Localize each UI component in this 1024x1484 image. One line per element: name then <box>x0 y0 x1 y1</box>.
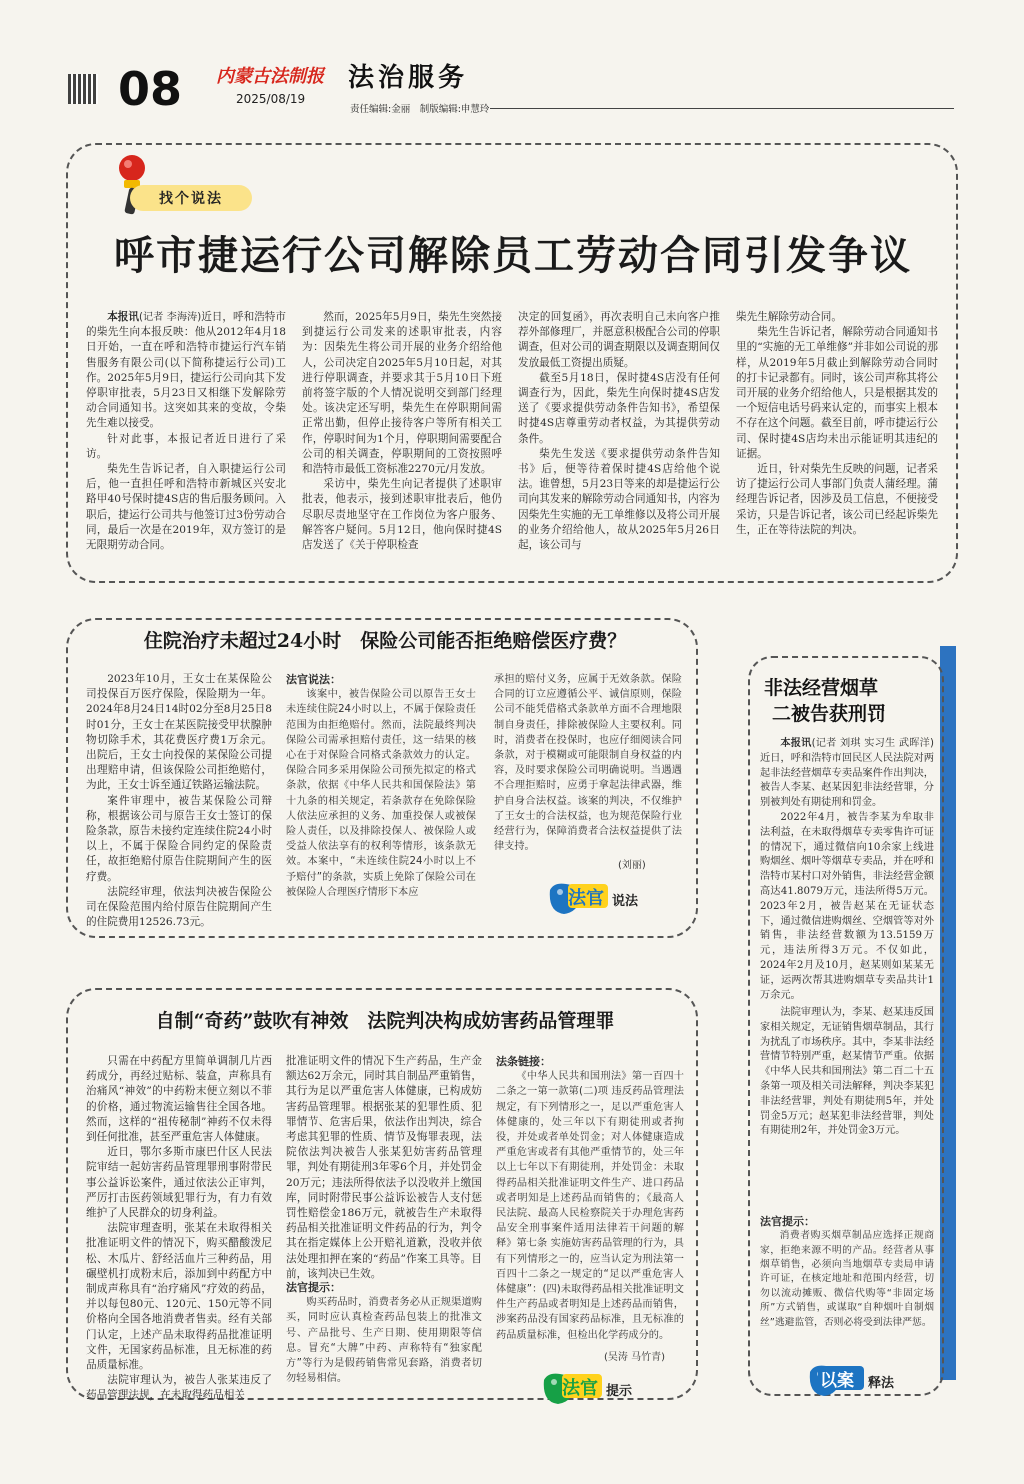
article3-title: 自制“奇药”鼓吹有神效 法院判决构成妨害药品管理罪 <box>155 1010 615 1032</box>
article2-col1 <box>86 672 272 928</box>
article2-badge <box>546 880 656 920</box>
article3-col1-p1: 只需在中药配方里简单调制几片西药成分，再经过贴标、装盒，声称具有治痛风“神效”的中药粉末便立刻以不菲的价格，通过物流运输售往全国各地。然而，这样的“祖传秘制”神药不仅未得到任何批准，甚至严重危害人体健康。 <box>86 1055 272 1144</box>
article2-author: (刘丽) <box>618 860 646 871</box>
article3-col3 <box>496 1054 684 1354</box>
article2-col2 <box>286 672 476 928</box>
article1-lead-text: 近日，呼和浩特市的柴先生向本报反映：他从2012年4月18日开始，一直在呼和浩特市捷运行汽车销售服务有限公司(以下简称捷运行公司)工作。2025年5月9日，捷运行公司向其下发停职审批表，5月23日又相继下发解除劳动合同通知书。这突如其来的变故，令柴先生难以接受。 <box>86 311 287 430</box>
article4-body2 <box>760 1006 934 1204</box>
article1-col2 <box>302 310 502 566</box>
article1-col4-p3: 近日，针对柴先生反映的问题，记者采访了捷运行公司人事部门负责人蒲经理。蒲经理告诉记者，因涉及员工信息，不便接受采访，只是告诉记者，该公司已经起诉柴先生，正在等待法院的判决。 <box>736 463 938 536</box>
article2-col2-heading: 法官说法： <box>286 673 341 686</box>
article3-law-text: 《中华人民共和国刑法》第一百四十二条之一第一款第(二)项 违反药品管理法规定，有下列情形之一，足以严重危害人体健康的，处三年以下有期徒刑或者拘役，并处或者单处罚金；对人体健康造成严重危害或者有其他严重情节的，处三年以上七年以下有期徒刑，并处罚金：未取得药品相关批准证明文件生产、进口药品或者明知是上述药品而销售的；《最高人民法院、最高人民检察院关于办理危害药品安全刑事案件适用法律若干问题的解释》第七条 实施妨害药品管理的行为，具有下列情形之一的，应当认定为刑法第一百四十二条之一规定的“足以严重危害人体健康”：(四)未取得药品相关批准证明文件生产药品或者明知是上述药品而销售，涉案药品没有国家药品标准，且无标准的药品质量标准，但检出化学药成分的。 <box>496 1071 684 1341</box>
article2-col1-p3: 法院经审理，依法判决被告保险公司在保险范围内给付原告住院期间产生的住院费用12526.73元。 <box>86 885 272 929</box>
article2-col1-p1: 2023年10月，王女士在某保险公司投保百万医疗保险，保险期为一年。2024年8月24日14时02分至8月25日8时01分，王女士在某医院接受甲状腺肿物切除手术，其花费医疗费1万余元。出院后，王女士向投保的某保险公司提出理赔申请，但该保险公司拒绝赔付，为此，王女士诉至通辽铁路运输法院。 <box>86 673 272 792</box>
article3-col1-p2: 近日，鄂尔多斯市康巴什区人民法院审结一起妨害药品管理罪刑事附带民事公益诉讼案件，通过依法公正审判，严厉打击医药领域犯罪行为，有力有效维护了人民群众的切身利益。 <box>86 1146 272 1220</box>
article3-col1-p3: 法院审理查明，张某在未取得相关批准证明文件的情况下，购买醋酸泼尼松、木瓜片、舒经活血片三种药品，用碾壁机打成粉末后，添加到中药配方中制成声称具有“治疗痛风”疗效的药品，并以每包80元、120元、150元等不同价格向全国各地消费者售卖。经有关部门认定，上述产品未取得药品批准证明文件，无国家药品标准，且无标准的药品质量标准。 <box>86 1222 272 1372</box>
article3-col1-p4: 法院审理认为，被告人张某违反了药品管理法规，在未取得药品相关 <box>86 1374 272 1402</box>
article1-col1-p2: 针对此事，本报记者近日进行了采访。 <box>86 432 286 460</box>
article3-col2 <box>286 1054 482 1384</box>
qr-code <box>68 74 98 104</box>
article4-badge-small: 释法 <box>868 1376 895 1391</box>
article1-col3 <box>518 310 720 566</box>
article2-col3 <box>494 672 682 864</box>
article4-lead-text: 近日，呼和浩特市回民区人民法院对两起非法经营烟草专卖品案件作出判决，被告人李某、赵某因犯非法经营罪，分别被判处有期徒刑和罚金。 <box>760 752 934 809</box>
section-title: 法治服务 <box>348 63 469 93</box>
article1-col1-p3: 柴先生告诉记者，自入职捷运行公司后，他一直担任呼和浩特市新城区兴安北路甲40号保时捷4S店的售后服务顾问。入职后，捷运行公司共与他签订过3份劳动合同，最后一次是在2019年，双方签订的是无限期劳动合同。 <box>86 463 286 552</box>
article1-col4-p1: 柴先生解除劳动合同。 <box>736 311 842 323</box>
article2-badge-big: 法官 <box>568 888 604 909</box>
article4-lead-byline: (记者 刘琪 实习生 武晖洋) <box>811 738 934 749</box>
article4-title-line2: 二被告获刑罚 <box>772 703 887 725</box>
editors-line: 责任编辑:金丽 制版编辑:申慧玲 <box>350 104 490 115</box>
article4-tip-text: 消费者购买烟草制品应选择正规商家，拒绝来源不明的产品。经营者从事烟草销售，必须向当地烟草专卖局申请许可证，在核定地址和范围内经营，切勿以流动摊贩、微信代购等“非固定场所”方式销售，或谋取“自种烟叶自制烟丝”逃避监管，否则必将受到法律严惩。 <box>760 1230 934 1328</box>
page-number: 08 <box>118 62 183 116</box>
article3-badge <box>540 1370 650 1410</box>
article1-col3-p1: 决定的回复函》，再次表明自己未向客户推荐外部修理厂，并愿意积极配合公司的停职调查，但对公司的调查期限以及调查期间仅发放最低工资提出质疑。 <box>518 311 720 369</box>
header-rule <box>490 108 954 109</box>
article3-author: (吴涛 马竹青) <box>604 1352 665 1363</box>
article2-title: 住院治疗未超过24小时 保险公司能否拒绝赔偿医疗费？ <box>143 630 627 652</box>
article1-col4-p2: 柴先生告诉记者，解除劳动合同通知书里的“实施的无工单维修”并非如公司说的那样，从2019年5月截止到解除劳动合同时的打卡记录都有。同时，该公司声称其将公司开展的业务介绍给他人，只是根据其发的一个短信电话号码来认定的，而事实上根本不存在这个问题。截至目前，呼市捷运行公司、保时捷4S店均未出示能证明其违纪的证据。 <box>736 326 938 460</box>
article2-col1-p2: 案件审理中，被告某保险公司辩称，根据该公司与原告王女士签订的保险条款，原告未接约定连续住院24小时以上，不属于保险合同约定的保险责任，故拒绝赔付原告住院期间产生的医疗费。 <box>86 794 272 883</box>
article2-col3-text: 承担的赔付义务，应属于无效条款。保险合同的订立应遵循公平、诚信原则，保险公司不能凭借格式条款单方面不合理地限制自身责任，排除被保险人主要权利。同时，消费者在投保时，也应仔细阅读合同条款，对于模糊或可能限制自身权益的内容，及时要求保险公司明确说明。当遇遇不合理拒赔时，应勇于拿起法律武器，维护自身合法权益。该案的判决，不仅维护了王女士的合法权益，也为规范保险行业经营行为，保障消费者合法权益提供了法律支持。 <box>494 674 682 853</box>
article4-badge <box>806 1362 916 1402</box>
article3-badge-small: 提示 <box>606 1384 633 1399</box>
article1-title: 呼市捷运行公司解除员工劳动合同引发争议 <box>114 232 912 279</box>
article1-tag <box>130 185 252 211</box>
article4-p2: 2022年4月，被告李某为牟取非法利益，在未取得烟草专卖零售许可证的情况下，通过微信向10余家上线进购烟丝、烟叶等烟草专卖品，并在呼和浩特市某村口对外销售，非法经营金额高达41.8079万元，违法所得5万元。2023年2月，被告赵某在无证状态下，通过微信进购烟丝、空烟管等对外销售，非法经营数额为13.5159万元，违法所得3万元。不仅如此，2024年2月及10月，赵某则如某某无证，运两次帮其进购烟草专卖品共计1万余元。 <box>760 811 934 1001</box>
article3-col2-p1: 批准证明文件的情况下生产药品，生产金额达62万余元，同时其自制品严重销售，其行为足以严重危害人体健康，已构成妨害药品管理罪。根据张某的犯罪性质、犯罪情节、危害后果，依法作出判决，综合考虑其犯罪的性质、情节及悔罪表现，法院依法判决被告人张某犯妨害药品管理罪，判处有期徒刑3年零6个月，并处罚金20万元；违法所得依法予以没收并上缴国库，同时附带民事公益诉讼被告人支付惩罚性赔偿金186万元，就被告生产未取得药品相关批准证明文件药品的行为，判令其在指定媒体上公开赔礼道歉，没收并依法处理扣押在案的“药品”作案工具等。目前，该判决已生效。 <box>286 1055 482 1280</box>
article4-badge-big: 以案 <box>820 1371 854 1391</box>
newspaper-logo: 内蒙古法制报 <box>216 66 324 87</box>
article1-col2-p1: 然而，2025年5月9日，柴先生突然接到捷运行公司发来的述职审批表，内容为：因柴先生将公司开展的业务介绍给他人，公司决定自2025年5月10日起，对其进行停职调查，并要求其于5月10日下班前将签字版的个人情况说明交到部门经理处。该决定还写明，柴先生在停职期间需正常出勤，但停止接待客户等所有相关工作，停职时间为1个月，停职期间需要配合公司的相关调查，停职期间的工资按照呼和浩特市最低工资标准2270元/月发放。 <box>302 311 502 476</box>
article1-col3-p2: 截至5月18日，保时捷4S店没有任何调查行为，因此，柴先生向保时捷4S店发送了《要求提供劳动条件告知书》，希望保时捷4S店尊重劳动者权益，为其提供劳动条件。 <box>518 371 720 445</box>
article4-body <box>760 736 934 1000</box>
article1-tag-label: 找个说法 <box>159 191 223 207</box>
article4-lead-label: 本报讯 <box>780 737 812 749</box>
article3-col1 <box>86 1054 272 1402</box>
article1-col2-p2: 采访中，柴先生向记者提供了述职审批表，他表示，接到述职审批表后，他仍尽职尽责地坚守在工作岗位为客户服务、解答客户疑问。5月12日，他向保时捷4S店发送了《关于停职检查 <box>302 478 502 552</box>
article1-lead-label: 本报讯 <box>107 311 139 323</box>
article3-tip-heading: 法官提示： <box>286 1281 341 1294</box>
article4-title-line1: 非法经营烟草 <box>764 677 879 699</box>
article1-lead-byline: (记者 李海涛) <box>139 312 202 323</box>
article1-col4 <box>736 310 938 566</box>
article4-tip-heading: 法官提示： <box>760 1215 815 1228</box>
article2-col2-text: 该案中，被告保险公司以原告王女士未连续住院24小时以上，不属于保险责任范围为由拒绝赔付。然而，法院最终判决保险公司需承担赔付责任，这一结果的核心在于对保险合同格式条款效力的认定。保险合同多采用保险公司预先拟定的格式条款，依据《中华人民共和国保险法》第十九条的相关规定，若条款存在免除保险人依法应承担的义务、加重投保人或被保险人责任，以及排除投保人、被保险人或受益人依法享有的权利等情形，该条款无效。本案中，“未连续住院24小时以上不予赔付”的条款，实质上免除了保险公司在被保险人合理医疗情形下本应 <box>286 689 476 898</box>
issue-date: 2025/08/19 <box>236 92 306 106</box>
article3-law-heading: 法条链接： <box>496 1055 551 1068</box>
article1-col1 <box>86 310 286 566</box>
article4-tip <box>760 1214 934 1354</box>
article2-badge-small: 说法 <box>612 894 639 909</box>
article4-p3: 法院审理认为，李某、赵某违反国家相关规定，无证销售烟草制品，其行为扰乱了市场秩序。其中，李某非法经营情节特别严重，赵某情节严重。依据《中华人民共和国刑法》第二百二十五条第一项及相关司法解释，判决李某犯非法经营罪，判处有期徒刑5年，并处罚金5万元；赵某犯非法经营罪，判处有期徒刑2年，并处罚金3万元。 <box>760 1007 934 1137</box>
article3-badge-big: 法官 <box>562 1378 598 1399</box>
article3-tip-text: 购买药品时，消费者务必从正规渠道购买，同时应认真检查药品包装上的批准文号、产品批号、生产日期、使用期限等信息。冒充“大牌”中药、声称特有“独家配方”等行为是假药销售常见套路，消费者切勿轻易相信。 <box>286 1297 482 1385</box>
article1-col3-p3: 柴先生发送《要求提供劳动条件告知书》后，便等待着保时捷4S店给他个说法。谁曾想，5月23日等来的却是捷运行公司向其发来的解除劳动合同通知书，内容为因柴先生实施的无工单维修以及将公司开展的业务介绍给他人，故从2025年5月26日起，该公司与 <box>518 447 720 552</box>
